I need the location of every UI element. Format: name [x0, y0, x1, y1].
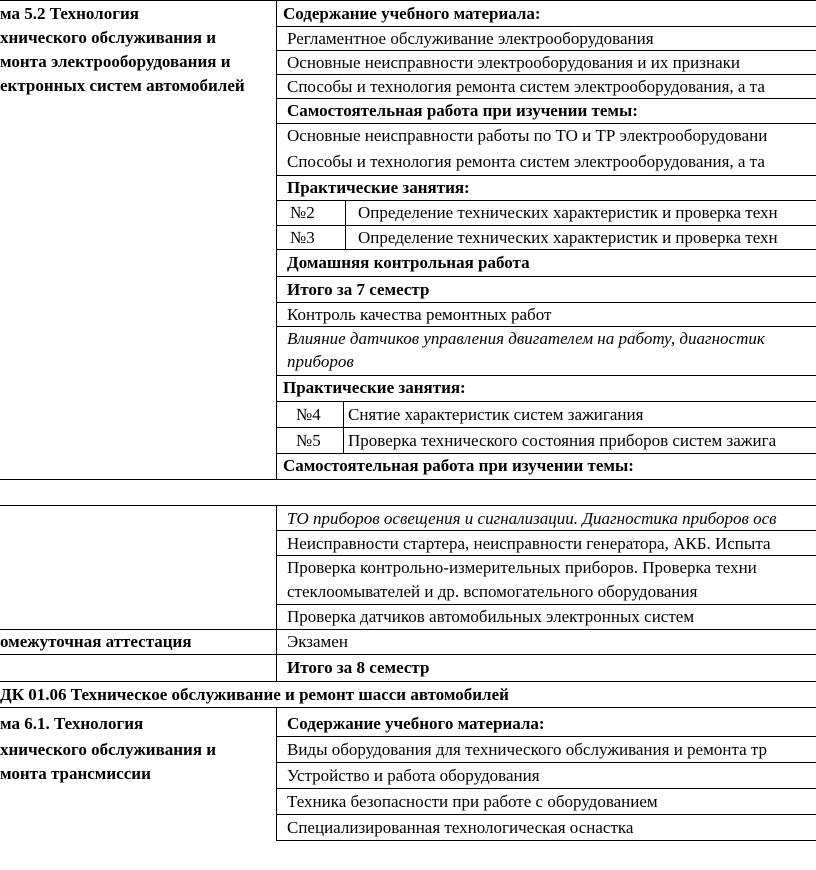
italic-row: Влияние датчиков управления двигателем на работу, диагностик: [287, 329, 765, 348]
practicals-header: Практические занятия:: [283, 378, 466, 397]
practical-text: Проверка технического состояния приборов систем зажига: [348, 431, 777, 450]
topic-title-line: ектронных систем автомобилей: [0, 76, 245, 95]
content-row: Проверка контрольно-измерительных приборов. Проверка техни: [287, 558, 757, 577]
topic-title-line: ма 6.1. Технология: [0, 714, 144, 733]
content-row: Способы и технология ремонта систем электрооборудования, а та: [287, 152, 765, 171]
practical-number: №4: [296, 405, 321, 424]
practical-number: №2: [290, 203, 315, 222]
content-row: Контроль качества ремонтных работ: [287, 305, 552, 324]
selfwork-header: Самостоятельная работа при изучении темы:: [283, 456, 634, 475]
content-row: Основные неисправности работы по ТО и ТР электрооборудовани: [287, 126, 768, 145]
content-row: стеклоомывателей и др. вспомогательного оборудования: [287, 582, 698, 601]
selfwork-header: Самостоятельная работа при изучении темы:: [287, 101, 638, 120]
content-row: Проверка датчиков автомобильных электронных систем: [287, 607, 695, 626]
content-header: Содержание учебного материала:: [287, 714, 545, 733]
content-row: Устройство и работа оборудования: [287, 766, 540, 785]
content-row: Виды оборудования для технического обслуживания и ремонта тр: [287, 740, 768, 759]
italic-row: ТО приборов освещения и сигнализации. Диагностика приборов осв: [287, 509, 777, 528]
content-row: Регламентное обслуживание электрооборудования: [287, 29, 654, 48]
mdk-title: ДК 01.06 Техническое обслуживание и ремонт шасси автомобилей: [0, 685, 509, 704]
content-row: Основные неисправности электрооборудования и их признаки: [287, 53, 740, 72]
content-header: Содержание учебного материала:: [283, 4, 541, 23]
topic-title-line: хнического обслуживания и: [0, 28, 217, 47]
attestation-label: омежуточная аттестация: [0, 632, 192, 651]
practical-text: Определение технических характеристик и проверка техн: [358, 228, 778, 247]
attestation-value: Экзамен: [287, 632, 348, 651]
homework-row: Домашняя контрольная работа: [287, 253, 530, 272]
practicals-header: Практические занятия:: [287, 178, 470, 197]
practical-text: Определение технических характеристик и проверка техн: [358, 203, 778, 222]
content-row: Специализированная технологическая оснастка: [287, 818, 634, 837]
content-row: Способы и технология ремонта систем электрооборудования, а та: [287, 77, 765, 96]
italic-row: приборов: [287, 352, 354, 371]
semester-total: Итого за 8 семестр: [287, 658, 430, 677]
topic-title-line: ма 5.2 Технология: [0, 4, 139, 23]
content-row: Техника безопасности при работе с оборудованием: [287, 792, 658, 811]
practical-number: №3: [290, 228, 315, 247]
topic-title-line: монта трансмиссии: [0, 764, 151, 783]
content-row: Неисправности стартера, неисправности генератора, АКБ. Испыта: [287, 534, 771, 553]
practical-number: №5: [296, 431, 321, 450]
topic-title-line: монта электрооборудования и: [0, 52, 231, 71]
practical-text: Снятие характеристик систем зажигания: [348, 405, 644, 424]
topic-title-line: хнического обслуживания и: [0, 740, 217, 759]
semester-total: Итого за 7 семестр: [287, 280, 430, 299]
